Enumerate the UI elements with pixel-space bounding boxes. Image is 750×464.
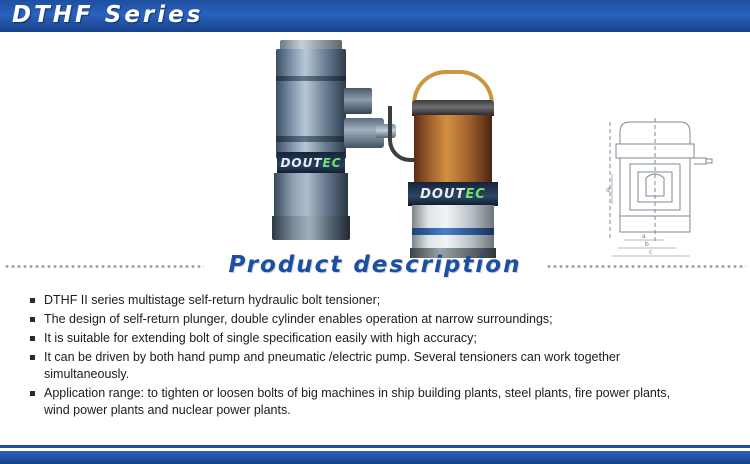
section-title-band — [0, 252, 750, 284]
list-item — [30, 311, 690, 328]
drawing-label-b: b — [645, 241, 649, 248]
page-title: DTHF Series — [12, 2, 204, 28]
left-brand-suffix: EC — [322, 156, 342, 170]
technical-drawing — [604, 100, 714, 265]
drawing-label-d: d — [606, 187, 610, 194]
drawing-label-c: c — [649, 249, 653, 256]
page-footer — [0, 451, 750, 464]
drawing-label-a: a — [642, 233, 646, 240]
product-image-left-tensioner — [258, 40, 398, 240]
list-item-text: The design of self-return plunger, double cylinder enables operation at narrow surroundings; — [44, 312, 553, 326]
page-header — [0, 0, 750, 32]
right-brand-suffix: EC — [465, 186, 486, 202]
right-brand-text: DOUT — [420, 186, 466, 202]
list-item — [30, 292, 690, 309]
square-bullet-icon — [30, 330, 44, 341]
left-tensioner-port-upper — [344, 88, 372, 114]
left-brand-text: DOUT — [280, 156, 323, 170]
square-bullet-icon — [30, 311, 44, 322]
footer-divider — [0, 445, 750, 448]
list-item-text: Application range: to tighten or loosen bolts of big machines in ship building plants, steel plants, fire power plants, wind power plants and nuclear power plants. — [44, 386, 671, 417]
list-item — [30, 349, 690, 383]
product-description-list — [30, 292, 690, 421]
technical-drawing-svg — [604, 100, 714, 265]
left-tensioner-body — [276, 49, 346, 159]
right-tensioner-brand-label — [408, 182, 498, 206]
left-tensioner-lower-body — [274, 173, 348, 217]
square-bullet-icon — [30, 385, 44, 396]
right-tensioner-blue-stripe — [412, 228, 494, 235]
section-title: Product description — [228, 252, 522, 278]
left-tensioner-brand-label — [277, 152, 345, 174]
list-item-text: DTHF II series multistage self-return hydraulic bolt tensioner; — [44, 293, 381, 307]
right-tensioner-handle — [412, 70, 494, 104]
product-image-right-tensioner — [398, 70, 518, 255]
right-tensioner-top-cap — [412, 100, 494, 116]
list-item-text: It can be driven by both hand pump and pneumatic /electric pump. Several tensioners can work together simultaneously. — [44, 350, 621, 381]
list-item — [30, 385, 690, 419]
left-tensioner-band-lower — [276, 136, 346, 142]
square-bullet-icon — [30, 349, 44, 360]
square-bullet-icon — [30, 292, 44, 303]
left-tensioner-base — [272, 216, 350, 240]
list-item-text: It is suitable for extending bolt of single specification easily with high accuracy; — [44, 331, 477, 345]
list-item — [30, 330, 690, 347]
left-tensioner-band-upper — [276, 76, 346, 81]
product-photo-area — [0, 32, 750, 256]
